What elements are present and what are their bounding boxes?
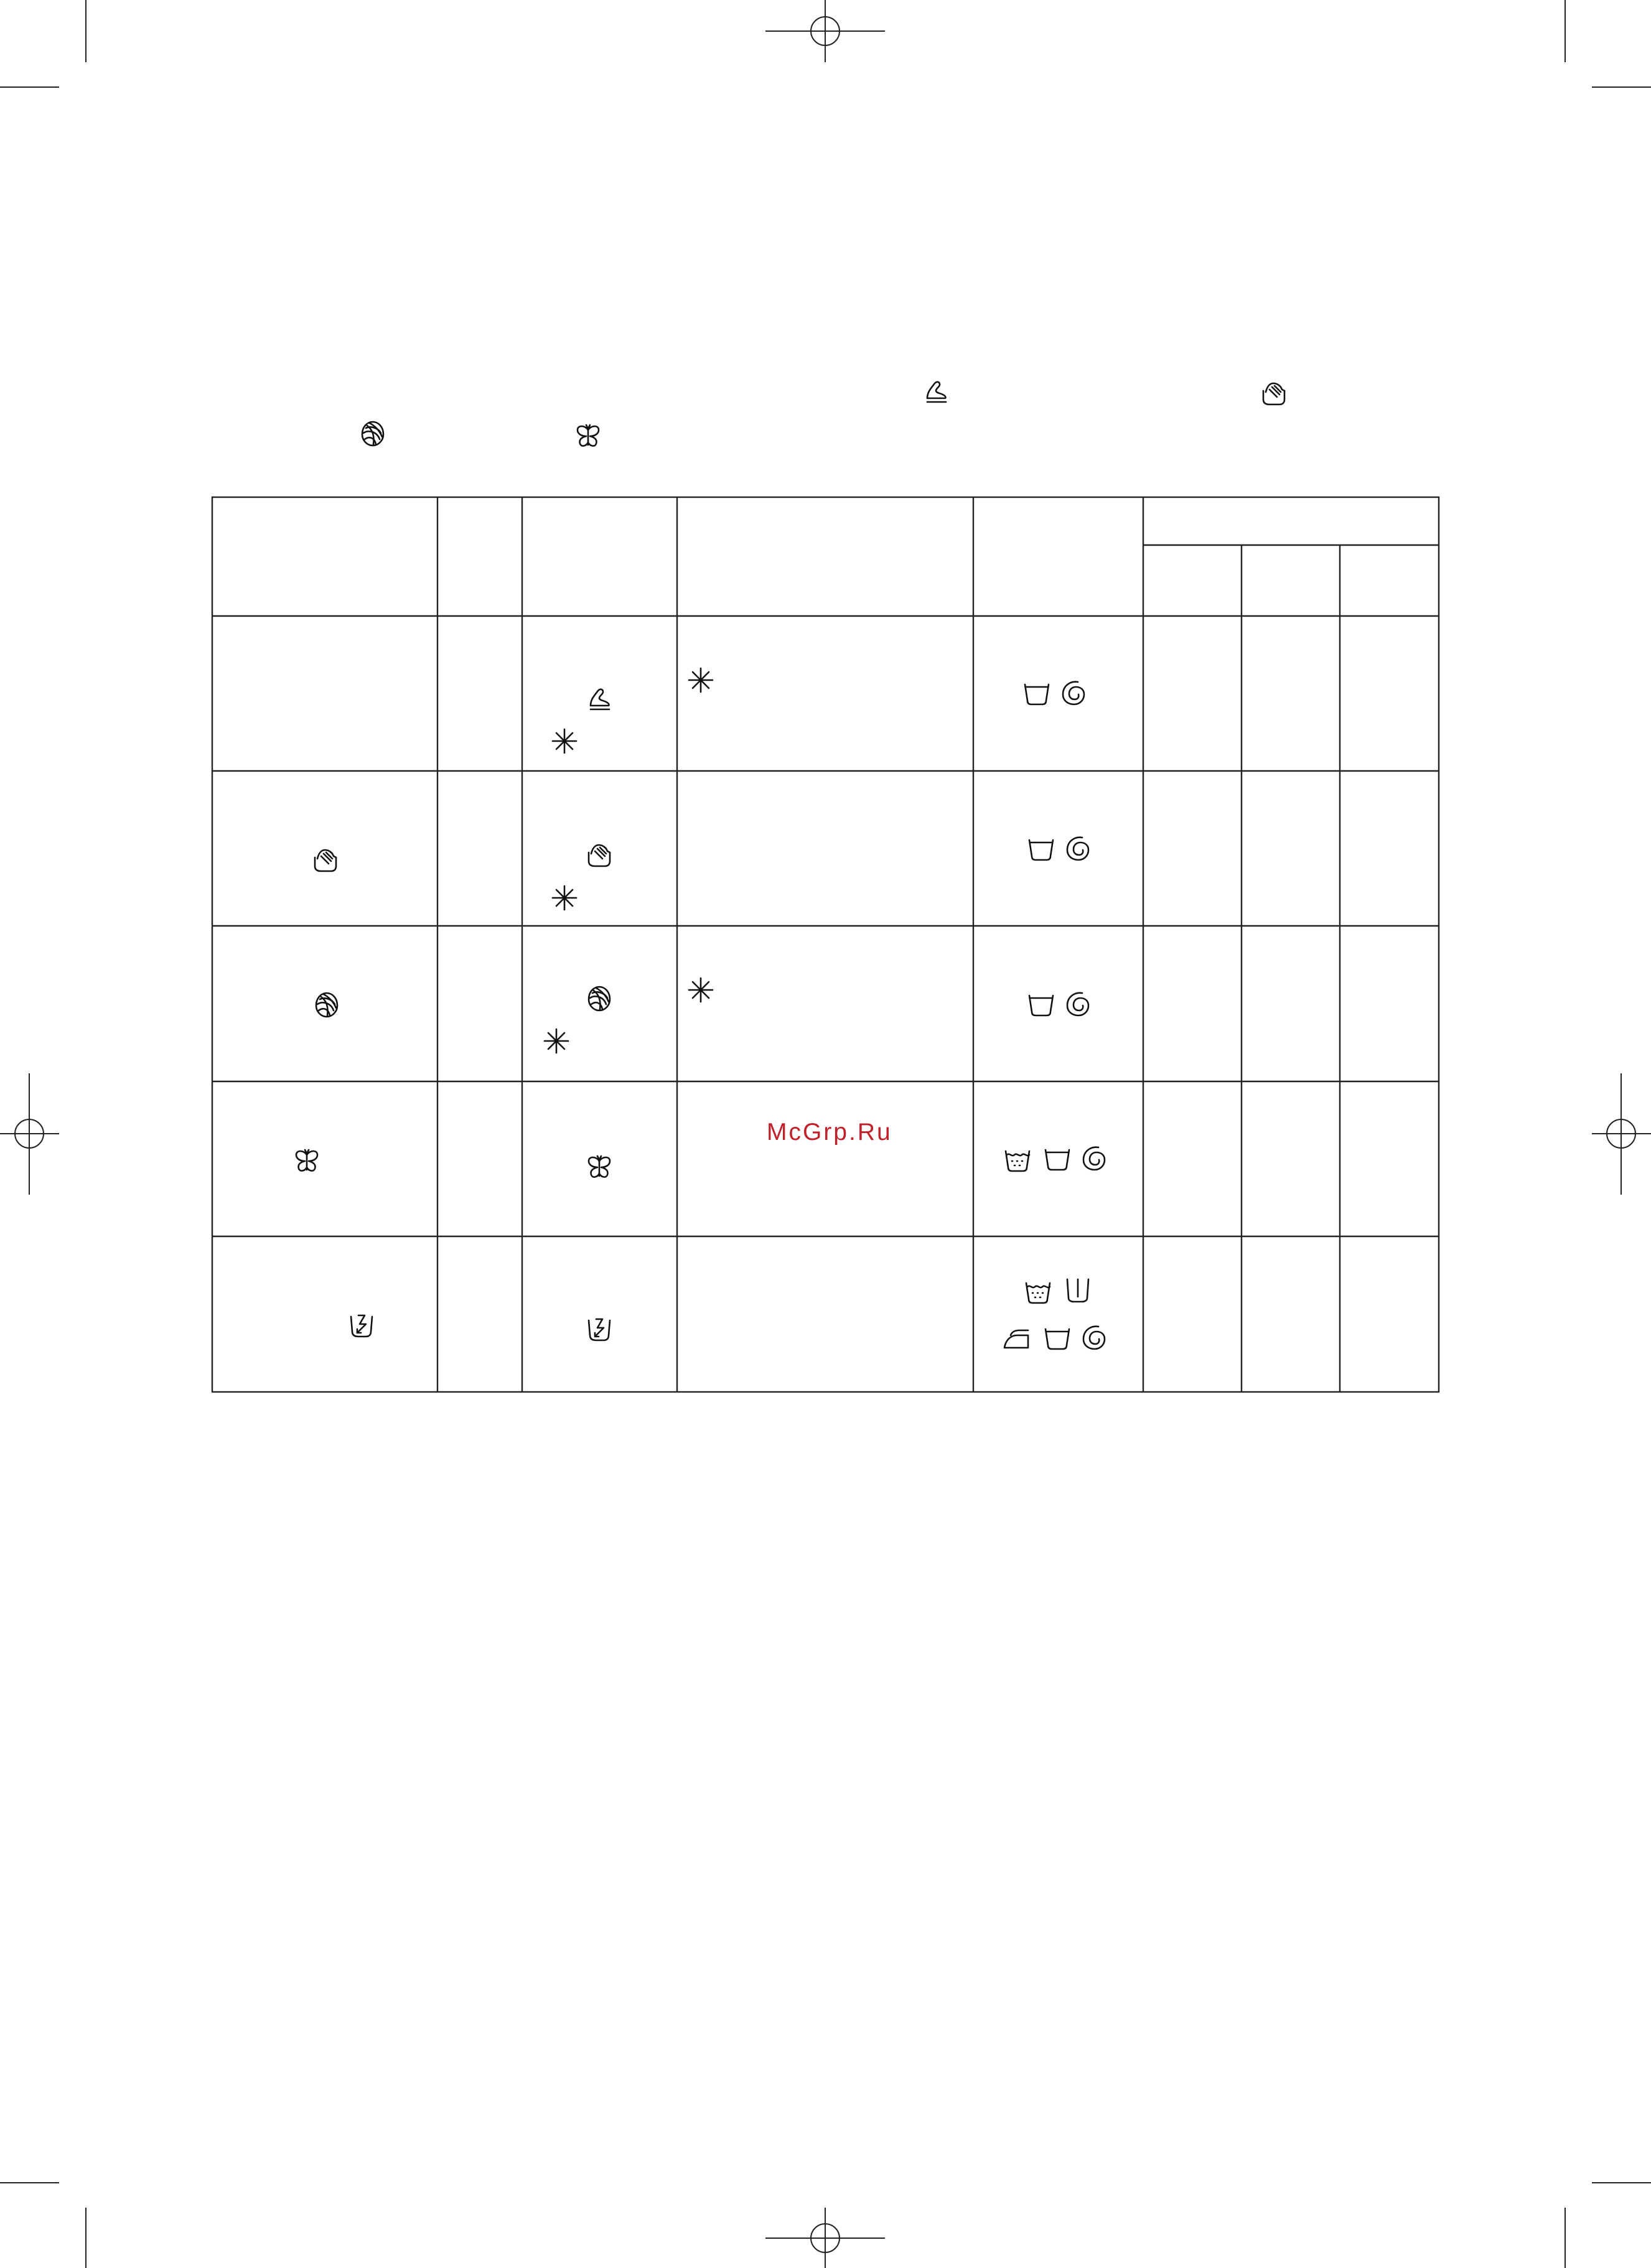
hand-wash-icon xyxy=(311,845,340,874)
tub-icon xyxy=(1027,834,1055,862)
spin-asterisk-icon xyxy=(686,666,715,694)
cotton-iron-icon xyxy=(586,684,614,713)
spin-asterisk-icon xyxy=(550,884,579,912)
rinse-tub-icon xyxy=(1064,1276,1092,1304)
spin-spiral-icon xyxy=(1064,989,1092,1018)
tub-icon xyxy=(1027,989,1055,1018)
wool-icon xyxy=(585,984,614,1013)
spin-spiral-icon xyxy=(1059,678,1088,707)
tub-icon xyxy=(1043,1323,1072,1351)
quick-wash-icon xyxy=(347,1310,376,1339)
wool-icon xyxy=(312,991,341,1019)
spin-asterisk-icon xyxy=(550,727,579,755)
delicates-butterfly-icon xyxy=(585,1152,614,1181)
tub-icon xyxy=(1022,678,1051,707)
iron-icon xyxy=(1002,1324,1031,1353)
spin-spiral-icon xyxy=(1064,834,1092,862)
soak-tub-icon xyxy=(1024,1277,1052,1305)
spin-asterisk-icon xyxy=(686,976,715,1004)
delicates-butterfly-icon xyxy=(292,1146,321,1175)
quick-wash-icon xyxy=(585,1314,614,1343)
watermark: McGrp.Ru xyxy=(767,1119,892,1146)
tub-icon xyxy=(1043,1144,1072,1172)
soak-tub-icon xyxy=(1003,1145,1032,1174)
hand-wash-icon xyxy=(585,840,614,869)
spin-asterisk-icon xyxy=(542,1027,571,1055)
spin-spiral-icon xyxy=(1080,1144,1108,1172)
spin-spiral-icon xyxy=(1080,1323,1108,1351)
